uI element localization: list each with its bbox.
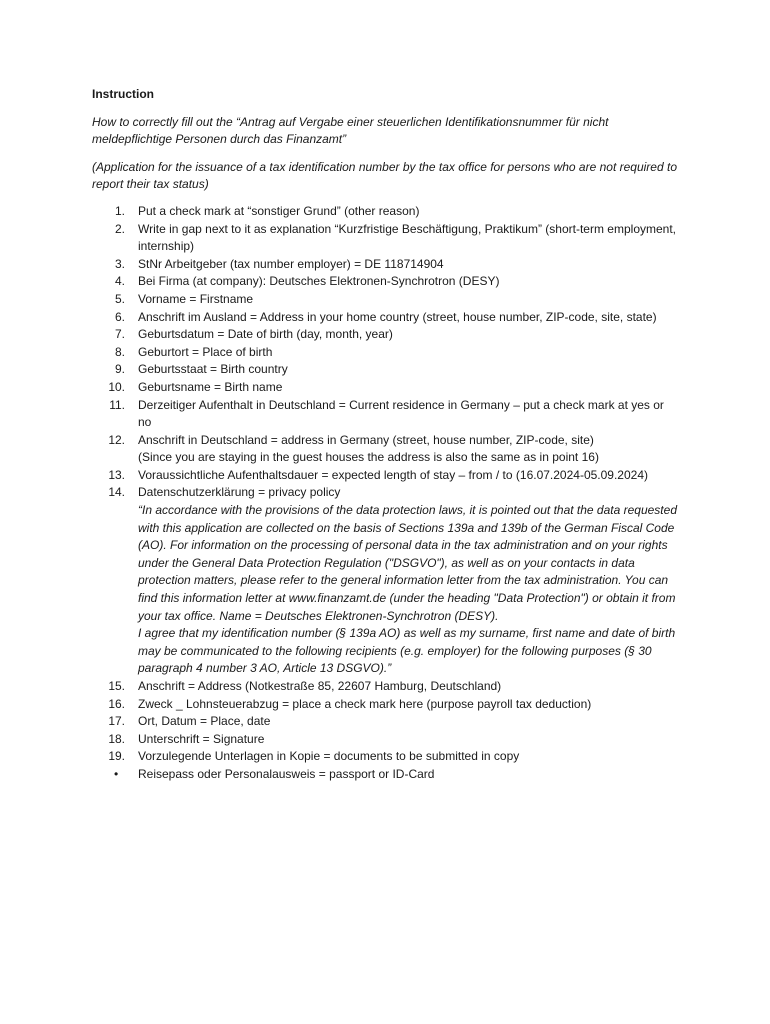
list-item	[92, 361, 680, 379]
step-number: 16.	[108, 696, 125, 711]
step-text: Anschrift im Ausland = Address in your home country (street, house number, ZIP-code, site, state)	[138, 309, 657, 324]
step-note: (Since you are staying in the guest houses the address is also the same as in point 16)	[138, 450, 599, 465]
step-text: Anschrift in Deutschland = address in Germany (street, house number, ZIP-code, site)	[138, 432, 594, 447]
list-item	[92, 221, 680, 256]
list-item	[92, 379, 680, 397]
document-heading: Instruction	[92, 87, 154, 101]
step-text: Write in gap next to it as explanation “Kurzfristige Beschäftigung, Praktikum” (short-term employment, internship)	[138, 221, 677, 254]
list-item	[92, 273, 680, 291]
step-text: Zweck _ Lohnsteuerabzug = place a check mark here (purpose payroll tax deduction)	[138, 696, 592, 711]
step-number: 14.	[108, 485, 125, 500]
list-item	[92, 397, 680, 432]
step-text: Bei Firma (at company): Deutsches Elektronen-Synchrotron (DESY)	[138, 274, 500, 289]
step-text: Geburtort = Place of birth	[138, 344, 273, 359]
step-number: 2.	[114, 221, 125, 236]
list-item	[92, 713, 680, 731]
step-text: Unterschrift = Signature	[138, 731, 265, 746]
list-item	[92, 203, 680, 221]
step-number: 10.	[108, 379, 125, 394]
step-number: 6.	[114, 309, 125, 324]
step-text: Voraussichtliche Aufenthaltsdauer = expected length of stay – from / to (16.07.2024-05.09.2024)	[138, 467, 648, 482]
intro-english-translation: (Application for the issuance of a tax identification number by the tax office for persons who are not required to report their tax status)	[92, 159, 677, 192]
list-item	[92, 678, 680, 696]
step-number: 1.	[114, 203, 125, 218]
step-text: Geburtsname = Birth name	[138, 379, 283, 394]
intro-german-title: How to correctly fill out the “Antrag auf Vergabe einer steuerlichen Identifikationsnummer für nicht meldepflichtige Personen durch das Finanzamt”	[92, 114, 609, 147]
instruction-steps-list	[92, 203, 680, 766]
bullet-icon: •	[114, 766, 119, 781]
step-text: Vorname = Firstname	[138, 291, 254, 306]
step-text: Put a check mark at “sonstiger Grund” (other reason)	[138, 203, 420, 218]
step-text: StNr Arbeitgeber (tax number employer) = DE 118714904	[138, 256, 444, 271]
list-item	[92, 766, 680, 784]
step-number: 18.	[108, 731, 125, 746]
list-item	[92, 432, 680, 467]
list-item	[92, 326, 680, 344]
step-number: 3.	[114, 256, 125, 271]
step-number: 9.	[114, 362, 125, 377]
step-number: 11.	[109, 397, 125, 412]
step-text: Geburtsstaat = Birth country	[138, 362, 288, 377]
list-item	[92, 344, 680, 362]
list-item	[92, 309, 680, 327]
list-item	[92, 467, 680, 485]
privacy-consent-quote: I agree that my identification number (§ 139a AO) as well as my surname, first name and date of birth may be communicated to the following recipients (e.g. employer) for the following purposes (§ 30 paragraph 4 number 3 AO, Article 13 DSGVO).”	[138, 626, 676, 676]
step-number: 15.	[108, 679, 125, 693]
step-text: Vorzulegende Unterlagen in Kopie = documents to be submitted in copy	[138, 749, 520, 764]
step-number: 12.	[108, 432, 125, 447]
step-number: 17.	[108, 714, 125, 729]
step-text: Anschrift = Address (Notkestraße 85, 22607 Hamburg, Deutschland)	[138, 679, 502, 693]
bullet-text: Reisepass oder Personalausweis = passport or ID-Card	[138, 766, 435, 781]
list-item	[92, 484, 680, 678]
step-text: Datenschutzerklärung = privacy policy	[138, 485, 341, 500]
documents-bullet-list	[92, 766, 680, 784]
step-text: Derzeitiger Aufenthalt in Deutschland = Current residence in Germany – put a check mark at yes or no	[138, 397, 664, 430]
step-number: 8.	[114, 344, 125, 359]
privacy-policy-quote: “In accordance with the provisions of the data protection laws, it is pointed out that the data requested with this application are collected on the basis of Sections 139a and 139b of the German Fiscal Code (AO). For information on the processing of personal data in the tax administration and on your rights under the General Data Protection Regulation ("DSGVO"), as well as on your contacts in data protection matters, please refer to the general information letter from the tax administration. You can find this information letter at www.finanzamt.de (under the heading "Data Protection") or obtain it from your tax office. Name = Deutsches Elektronen-Synchrotron (DESY).	[138, 503, 677, 623]
list-item	[92, 696, 680, 714]
list-item	[92, 731, 680, 749]
list-item	[92, 256, 680, 274]
step-number: 19.	[108, 749, 125, 764]
step-text: Geburtsdatum = Date of birth (day, month, year)	[138, 327, 393, 342]
step-number: 5.	[114, 291, 125, 306]
step-number: 7.	[114, 327, 125, 342]
step-number: 13.	[108, 467, 125, 482]
step-number: 4.	[114, 274, 125, 289]
list-item	[92, 748, 680, 766]
list-item	[92, 291, 680, 309]
step-text: Ort, Datum = Place, date	[138, 714, 271, 729]
